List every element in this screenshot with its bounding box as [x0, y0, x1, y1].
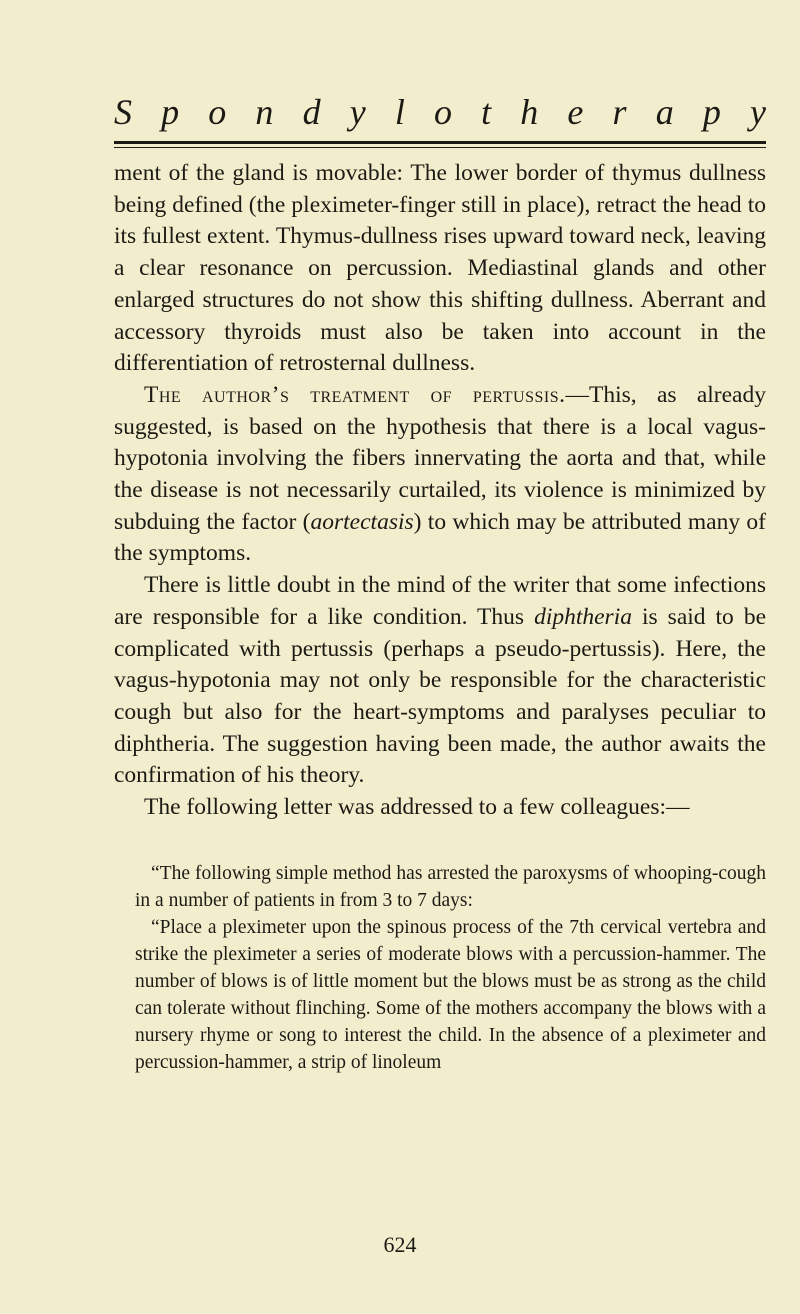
- header-rule-thin: [114, 147, 766, 148]
- paragraph-text: There is little doubt in the mind of the writer that some infections are responsible for a like condition. Thus: [114, 572, 766, 630]
- paragraph-thymus: ment of the gland is movable: The lower border of thymus dullness being defined (the pleximeter-finger still in place), retract the head to its fullest extent. Thymus-dullness rises upward toward neck, leaving a clear resonance on percussion. Mediastinal glands and other enlarged structures do not show this shifting dullness. Aberrant and accessory thyroids must also be taken into account in the differentiation of retrosternal dullness.: [114, 160, 766, 377]
- running-head-letter: S: [114, 92, 132, 132]
- header-rule-thick: [114, 141, 766, 144]
- paragraph-text: is said to be complicated with pertussis (perhaps a pseudo-pertussis). Here, the vagus-hypotonia may not only be responsible for the characteristic cough but also for the heart-symptoms and paralyses peculiar to diphtheria. The suggestion having been made, the author awaits the confirmation of his theory.: [114, 603, 766, 789]
- paragraph-infections: [114, 570, 766, 792]
- running-head: [114, 92, 766, 132]
- running-head-letter: o: [433, 92, 452, 132]
- running-head-letter: h: [520, 92, 539, 132]
- paragraph-letter-intro: The following letter was addressed to a few colleagues:—: [144, 794, 690, 821]
- section-heading: The author’s treatment of pertussis.: [144, 381, 566, 408]
- running-head-letter: e: [567, 92, 584, 132]
- running-head-letter: o: [208, 92, 227, 132]
- quote-paragraph: “Place a pleximeter upon the spinous process of the 7th cervical vertebra and strike the pleximeter a series of moderate blows with a percussion-hammer. The number of blows is of little moment but the blows must be as strong as the child can tolerate without flinching. Some of the mothers accompany the blows with a nursery rhyme or song to interest the child. In the absence of a pleximeter and percussion-hammer, a strip of linoleum: [135, 917, 766, 1073]
- paragraph-treatment: [114, 380, 766, 570]
- body-text: [114, 158, 766, 824]
- running-head-letter: p: [161, 92, 180, 132]
- running-head-letter: t: [481, 92, 492, 132]
- paragraph-text: —This, as already suggested, is based on the hypothesis that there is a local vagus-hypotonia involving the fibers innervating the aorta and that, while the disease is not necessarily curtailed, its violence is minimized by subduing the factor (: [114, 381, 766, 535]
- paragraph-text: ) to which may be attributed many of the symptoms.: [114, 508, 766, 567]
- italic-term: aortectasis: [310, 508, 414, 535]
- running-head-letter: a: [655, 92, 674, 132]
- running-head-letter: r: [612, 92, 627, 132]
- running-head-letter: d: [302, 92, 321, 132]
- italic-term: diphtheria: [534, 603, 632, 630]
- running-head-letter: l: [394, 92, 405, 132]
- quoted-letter: [135, 860, 766, 1076]
- running-head-letter: y: [749, 92, 766, 132]
- running-head-letter: n: [255, 92, 274, 132]
- running-head-letter: p: [702, 92, 721, 132]
- running-head-letter: y: [349, 92, 366, 132]
- page-number: 624: [383, 1232, 417, 1257]
- quote-paragraph: “The following simple method has arrested the paroxysms of whooping-cough in a number of patients in from 3 to 7 days:: [135, 863, 766, 911]
